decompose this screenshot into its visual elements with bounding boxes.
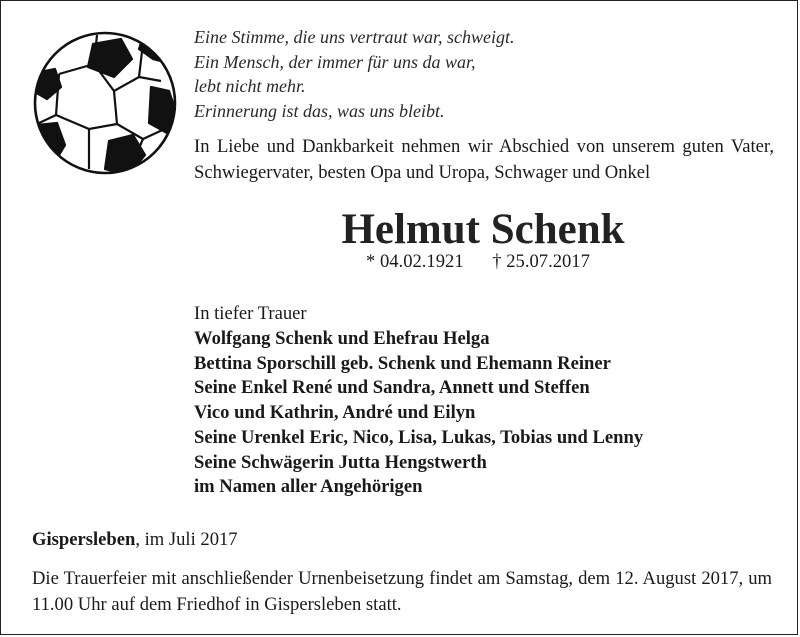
poem-line: Ein Mensch, der immer für uns da war, (194, 51, 476, 72)
soccer-ball-icon (31, 29, 179, 177)
place-name: Gispersleben (32, 529, 136, 550)
poem-line: Erinnerung ist das, was uns bleibt. (194, 100, 445, 121)
place-date-line (32, 527, 238, 553)
list-item: Vico und Kathrin, André und Eilyn (194, 402, 476, 424)
life-dates (366, 250, 590, 274)
mourners-label: In tiefer Trauer (194, 303, 307, 324)
intro-text: In Liebe und Dankbarkeit nehmen wir Abschied von unserem guten Vater, Schwiegervater, besten Opa und Uropa, Schwager und Onkel (194, 136, 774, 183)
notice-date: , im Juli 2017 (135, 529, 238, 550)
list-item: Wolfgang Schenk und Ehefrau Helga (194, 328, 490, 349)
mourners-list (194, 327, 643, 500)
list-item: Seine Enkel René und Sandra, Annett und Steffen (194, 377, 590, 399)
list-item: Seine Schwägerin Jutta Hengstwerth (194, 451, 487, 473)
ceremony-info: Die Trauerfeier mit anschließender Urnenbeisetzung findet am Samstag, dem 12. August 2017, um 11.00 Uhr auf dem Friedhof in Gispersleben statt. (32, 568, 772, 615)
deceased-name: Helmut Schenk (341, 206, 625, 253)
birth-date: * 04.02.1921 (366, 251, 464, 272)
poem-line: Eine Stimme, die uns vertraut war, schweigt. (194, 27, 515, 47)
poem-line: lebt nicht mehr. (194, 76, 306, 96)
list-item: im Namen aller Angehörigen (194, 476, 423, 498)
list-item: Bettina Sporschill geb. Schenk und Ehemann Reiner (194, 352, 611, 374)
memorial-poem (194, 25, 514, 123)
death-date: † 25.07.2017 (492, 251, 590, 272)
list-item: Seine Urenkel Eric, Nico, Lisa, Lukas, Tobias und Lenny (194, 426, 644, 448)
